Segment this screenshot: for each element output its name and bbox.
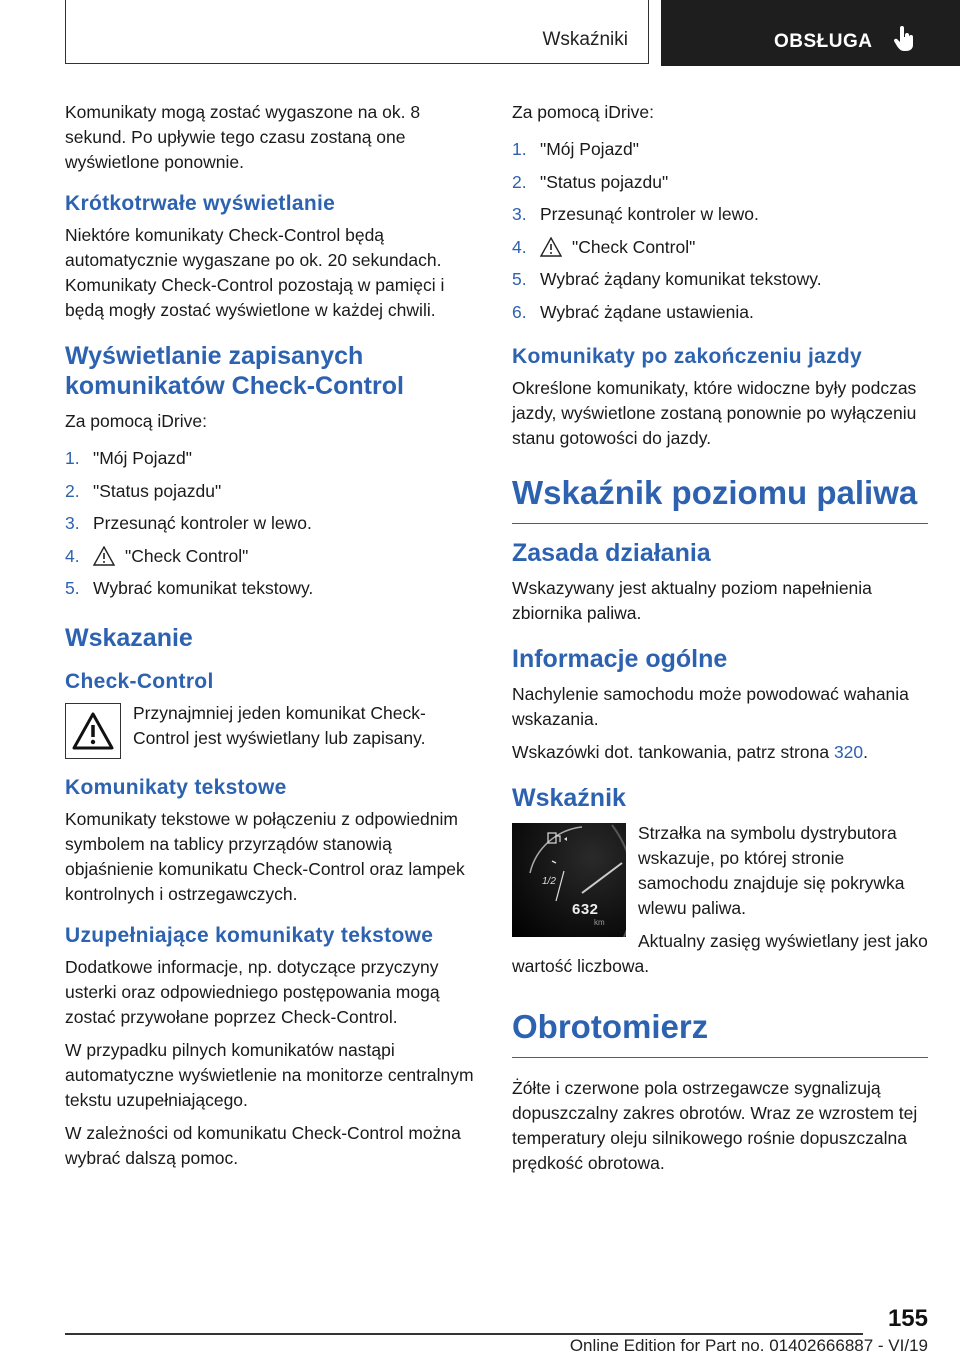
supplementary-paragraph-3: W zależności od komunikatu Check-Control można wybrać dalszą pomoc.: [65, 1122, 461, 1168]
gauge-range-value: 632: [572, 901, 599, 918]
list-item: [512, 198, 928, 231]
step-text: "Status pojazdu": [540, 171, 669, 192]
principle-paragraph: Wskazywany jest aktualny poziom napełnienia zbiornika paliwa.: [512, 578, 872, 623]
fuel-indicator-block: [512, 821, 928, 937]
list-item: [512, 166, 928, 199]
list-item: [65, 507, 480, 540]
step-number: 2.: [512, 171, 527, 192]
heading-fuel-gauge: Wskaźnik poziomu paliwa: [512, 473, 928, 524]
hand-pointer-icon: [893, 26, 917, 57]
refuel-text: Wskazówki dot. tankowania, patrz strona: [512, 742, 834, 762]
indicator-paragraph-2: Aktualny zasięg wyświetlany jest jako wartość liczbowa.: [512, 931, 928, 976]
step-text: "Check Control": [572, 236, 696, 257]
gauge-range-unit: km: [594, 918, 605, 927]
idrive-intro: Za pomocą iDrive:: [512, 102, 654, 122]
right-column: [512, 100, 928, 1184]
step-number: 4.: [65, 545, 80, 566]
check-control-paragraph: Przynajmniej jeden komunikat Check-Control jest wyświetlany lub zapisany.: [133, 702, 426, 748]
indicator-text: [638, 821, 928, 937]
heading-short-display: Krótkotrwałe wyświetlanie: [65, 192, 336, 215]
heading-check-control: Check-Control: [65, 669, 214, 693]
step-text: "Status pojazdu": [93, 480, 222, 501]
heading-text-messages: Komunikaty tekstowe: [65, 775, 287, 799]
step-text: "Mój Pojazd": [540, 139, 639, 159]
section-title: Wskaźniki: [542, 29, 628, 50]
check-control-block: [65, 701, 480, 759]
page-link[interactable]: 320: [833, 742, 864, 762]
tachometer-paragraph: Żółte i czerwone pola ostrzegawcze sygnalizują dopuszczalny zakres obrotów. Wraz ze wzrostem tej temperatury oleju silnikowego rośnie dopuszczalna prędkość obrotowa.: [512, 1078, 918, 1173]
refuel-reference: [512, 740, 928, 765]
heading-principle: Zasada działania: [512, 539, 711, 567]
indicator-paragraph-1: Strzałka na symbolu dystrybutora wskazuje, po której stronie samochodu znajduje się pokrywka wlewu paliwa.: [638, 823, 905, 918]
step-number: 6.: [512, 301, 527, 322]
step-text: "Mój Pojazd": [93, 448, 192, 468]
idrive-intro: Za pomocą iDrive:: [65, 411, 207, 431]
step-text: Przesunąć kontroler w lewo.: [93, 513, 312, 533]
footer-divider: [65, 1333, 863, 1335]
list-item: [65, 540, 480, 573]
section-tab: [65, 0, 649, 64]
list-item: [512, 231, 928, 264]
after-drive-paragraph: Określone komunikaty, które widoczne były podczas jazdy, wyświetlone zostaną ponownie po wyłączeniu stanu gotowości do jazdy.: [512, 378, 917, 448]
intro-paragraph: Komunikaty mogą zostać wygaszone na ok. 8 sekund. Po upływie tego czasu zostaną one wyświetlone ponownie.: [65, 102, 421, 172]
step-number: 1.: [512, 139, 527, 159]
edition-text: Online Edition for Part no. 01402666887 - VI/19: [569, 1336, 928, 1355]
refuel-suffix: .: [863, 742, 869, 762]
page-number: 155: [887, 1305, 928, 1332]
check-control-warning-icon: [65, 703, 121, 759]
text-messages-paragraph: Komunikaty tekstowe w połączeniu z odpowiednim symbolem na tablicy przyrządów stanowią objaśnienie komunikatu Check-Control oraz lampek kontrolnych i ostrzegawczych.: [65, 808, 465, 904]
list-item: [512, 133, 928, 166]
page-header: [0, 0, 960, 66]
fuel-gauge-image: [512, 823, 626, 937]
chapter-tab: [661, 0, 960, 66]
left-column: [65, 100, 480, 1179]
step-text: Wybrać żądane ustawienia.: [540, 301, 754, 322]
step-text: "Check Control": [125, 545, 249, 566]
heading-stored-messages: Wyświetlanie zapisanych komunikatów Check-Control: [65, 342, 404, 400]
heading-display: Wskazanie: [65, 623, 193, 652]
heading-after-drive: Komunikaty po zakończeniu jazdy: [512, 345, 863, 368]
step-number: 4.: [512, 236, 527, 257]
heading-indicator: Wskaźnik: [512, 784, 626, 812]
warning-triangle-icon: [93, 546, 115, 566]
step-text: Przesunąć kontroler w lewo.: [540, 204, 759, 224]
step-number: 2.: [65, 480, 80, 501]
step-text: Wybrać komunikat tekstowy.: [93, 578, 314, 598]
supplementary-paragraph-1: Dodatkowe informacje, np. dotyczące przyczyny usterki oraz odpowiedniego postępowania mogą zostać przywołane poprzez Check-Control.: [65, 956, 440, 1027]
step-number: 3.: [512, 204, 527, 224]
heading-tachometer: Obrotomierz: [512, 1007, 928, 1058]
warning-triangle-icon: [540, 237, 562, 257]
step-text: Wybrać żądany komunikat tekstowy.: [540, 269, 822, 289]
heading-general-info: Informacje ogólne: [512, 645, 728, 673]
chapter-title: OBSŁUGA: [774, 31, 873, 52]
list-item: [65, 442, 480, 475]
general-info-paragraph: Nachylenie samochodu może powodować wahania wskazania.: [512, 684, 909, 729]
list-item: [65, 475, 480, 508]
list-item: [512, 296, 928, 329]
left-step-list: [65, 442, 480, 605]
heading-supplementary: Uzupełniające komunikaty tekstowe: [65, 923, 434, 947]
step-number: 5.: [512, 269, 527, 289]
gauge-half-mark: 1/2: [542, 876, 556, 887]
step-number: 1.: [65, 448, 80, 468]
step-number: 3.: [65, 513, 80, 533]
short-display-paragraph: Niektóre komunikaty Check-Control będą automatycznie wygaszane po ok. 20 sekundach. Komunikaty Check-Control pozostają w pamięci i będą mogły zostać wyświetlone w każdej chwili.: [65, 225, 445, 320]
list-item: [512, 263, 928, 296]
supplementary-paragraph-2: W przypadku pilnych komunikatów nastąpi automatyczne wyświetlenie na monitorze centralnym tekstu uzupełniającego.: [65, 1039, 474, 1110]
list-item: [65, 572, 480, 605]
step-number: 5.: [65, 578, 80, 598]
right-step-list: [512, 133, 928, 328]
